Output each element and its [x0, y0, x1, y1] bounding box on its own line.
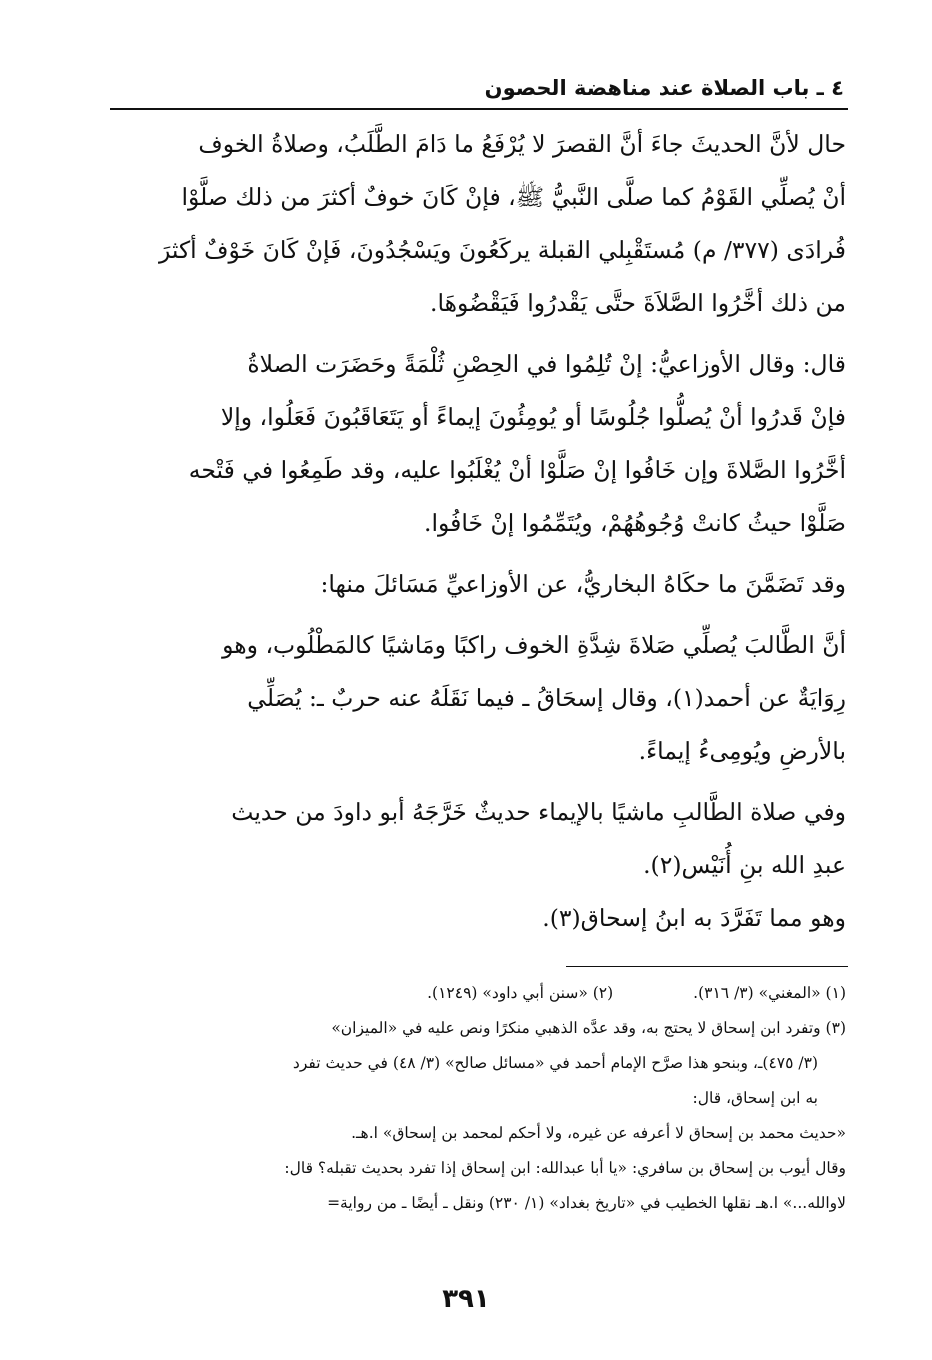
- paragraph: [110, 558, 846, 611]
- footnote-1: (١) «المغني» (٣/ ٣١٦).: [693, 984, 846, 1002]
- paragraph: [110, 338, 846, 550]
- text-line: صَلَّوْا حيثُ كانتْ وُجُوهُهُمْ، ويُتَمِّمُوا إنْ خَافُوا.: [423, 509, 846, 537]
- paragraph: [110, 619, 846, 778]
- page-number: ٣٩١: [442, 1284, 490, 1314]
- text-line: من ذلك أخَّرُوا الصَّلاَةَ حتَّى يَقْدرُوا فَيَقْضُوهَا.: [430, 289, 846, 317]
- footnote-separator: [566, 966, 848, 967]
- text-line: فإنْ قَدرُوا أنْ يُصلُّوا جُلُوسًا أو يُومِئُونَ إيماءً أو يَتَعَاقَبُونَ فَعَلُوا، وإلا: [220, 403, 846, 431]
- footnotes: [110, 976, 846, 1221]
- running-header: ٤ ـ باب الصلاة عند مناهضة الحصون: [484, 76, 844, 100]
- main-text: [110, 118, 846, 945]
- footnote-3-line: به ابن إسحاق، قال:: [692, 1089, 818, 1107]
- text-line: وفي صلاة الطَّالبِ ماشيًا بالإيماء حديثٌ خَرَّجَهُ أبو داودَ من حديث: [231, 798, 846, 826]
- text-line: قال: وقال الأوزاعيُّ: إنْ تُلِمُوا في الحِصْنِ ثُلْمَةً وحَضَرَت الصلاةُ: [247, 350, 846, 378]
- text-line: فُرادَى (٣٧٧/ م) مُستَقْبِلي القبلة يركَعُونَ ويَسْجُدُونَ، فَإنْ كَانَ خَوْفٌ أكثرَ: [158, 236, 846, 264]
- text-line: أخَّرُوا الصَّلاةَ وإن خَافُوا إنْ صَلَّوْا أنْ يُغْلَبُوا عليه، وقد طَمِعُوا في فَتْحه: [188, 456, 846, 484]
- footnote-3-line: (٣) وتفرد ابن إسحاق لا يحتج به، وقد عدَّه الذهبي منكرًا ونص عليه في «الميزان»: [331, 1019, 846, 1037]
- footnote-quote: «حديث محمد بن إسحاق لا أعرفه عن غيره، ولا أحكم لمحمد بن إسحاق» ا.هـ.: [351, 1124, 846, 1142]
- footnote-line: لاوالله...» ا.هـ نقلها الخطيب في «تاريخ بغداد» (١/ ٢٣٠) ونقل ـ أيضًا ـ من رواية=: [327, 1194, 846, 1212]
- footnote-line: وقال أيوب بن إسحاق بن سافري: «يا أبا عبدالله: ابن إسحاق إذا تفرد بحديث تقبله؟ قال:: [284, 1159, 846, 1177]
- header-rule: [110, 108, 848, 110]
- paragraph: [110, 786, 846, 892]
- text-line: وهو مما تَفَرَّدَ به ابنُ إسحاق(٣).: [542, 904, 846, 932]
- text-line: رِوَايَةٌ عن أحمد(١)، وقال إسحَاقُ ـ فيما نَقَلَهُ عنه حربٌ ـ: يُصَلِّي: [247, 684, 846, 712]
- footnote-2: (٢) «سنن أبي داود» (١٢٤٩).: [427, 984, 614, 1002]
- paragraph: [110, 892, 846, 945]
- paragraph: [110, 118, 846, 330]
- text-line: عبدِ الله بنِ أُنَيْس(٢).: [643, 851, 846, 879]
- text-line: بالأرضِ ويُومِىءُ إيماءً.: [638, 737, 846, 765]
- footnote-3-line: (٣/ ٤٧٥)ـ، وبنحو هذا صرَّح الإمام أحمد في «مسائل صالح» (٣/ ٤٨) في حديث تفرد: [292, 1054, 818, 1072]
- text-line: أنَّ الطَّالبَ يُصلِّي صَلاةَ شِدَّةِ الخوف راكبًا ومَاشيًا كالمَطْلُوب، وهو: [222, 631, 846, 659]
- text-line: حال لأنَّ الحديثَ جاءَ أنَّ القصرَ لا يُرْفَعُ ما دَامَ الطَّلَبُ، وصلاةُ الخوف: [198, 130, 846, 158]
- text-line: وقد تَضَمَّنَ ما حكَاهُ البخاريُّ، عن الأوزاعيِّ مَسَائلَ منها:: [320, 570, 846, 598]
- footnote-row: [110, 976, 846, 1011]
- text-line: أنْ يُصلِّي القَوْمُ كما صلَّى النَّبيُّ ﷺ، فإنْ كَانَ خوفٌ أكثرَ من ذلك صلَّوْا: [181, 183, 846, 211]
